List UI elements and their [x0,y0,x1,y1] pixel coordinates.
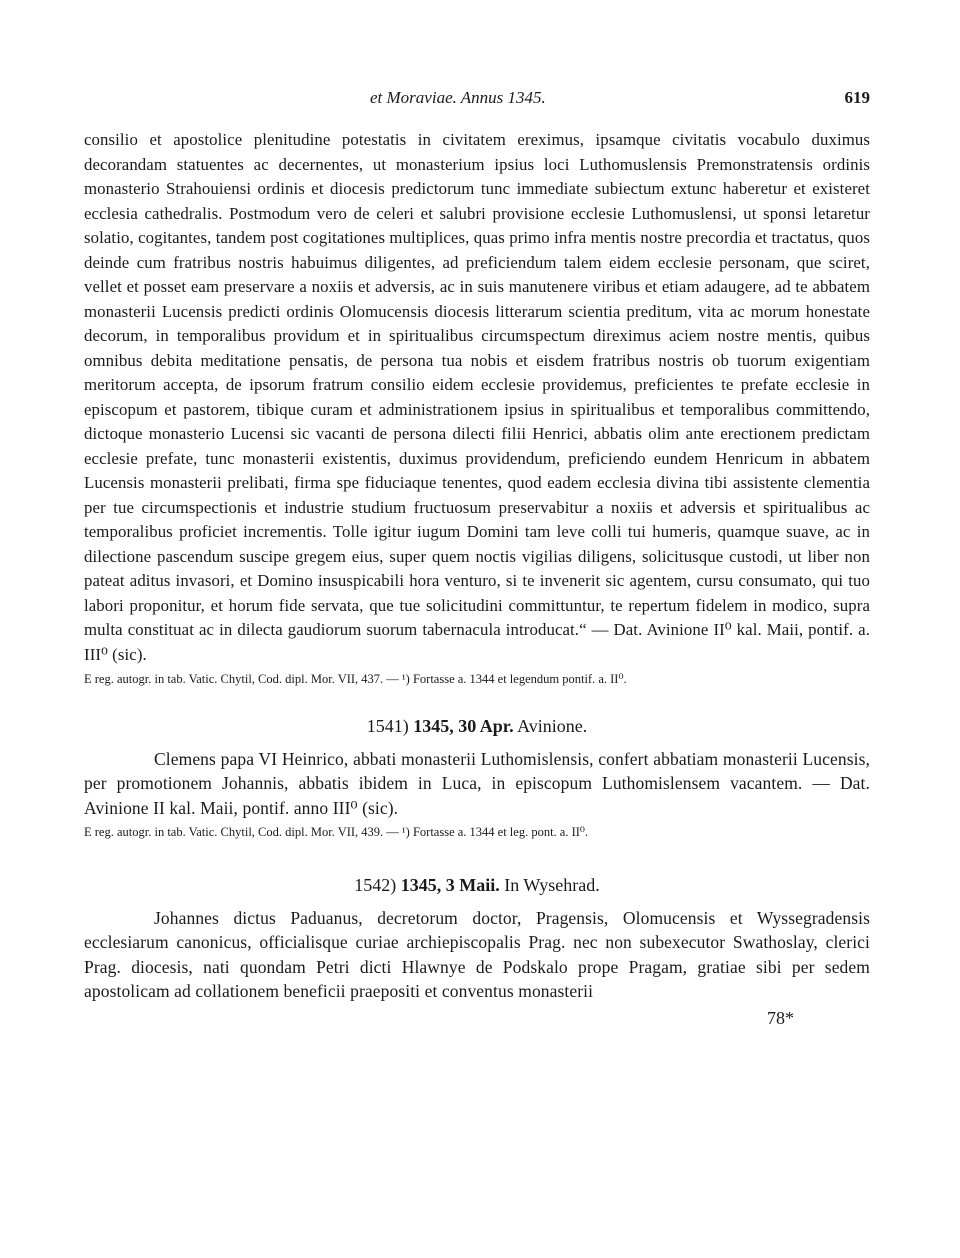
body-text [84,128,870,1029]
page-number: 619 [844,88,870,107]
source-note-1540: E reg. autogr. in tab. Vatic. Chytil, Cod. dipl. Mor. VII, 437. — ¹) Fortasse a. 1344 et legendum pontif. a. II⁰. [84,672,627,686]
running-head [84,88,870,114]
page [84,88,870,1029]
source-note-1541: E reg. autogr. in tab. Vatic. Chytil, Cod. dipl. Mor. VII, 439. — ¹) Fortasse a. 1344 et leg. pont. a. II⁰. [84,825,589,839]
signature-mark: 78* [767,1007,794,1028]
document-number: 1541) [366,715,409,736]
document-place: Avinione. [517,715,588,736]
document-regest-1542: Johannes dictus Paduanus, decretorum doctor, Pragensis, Olomucensis et Wyssegradensis ecclesiarum canonicus, officialisque curiae archiepiscopalis Prag. nec non subexecutor Swathoslay, clerici Prag. diocesis, nati quondam Petri dicti Hlawnye de Podskalo prope Pragam, gratiae sibi per sedem apostolicam ad collationem beneficii praepositi et conventus monasterii [84,907,870,1001]
continuation-paragraph: consilio et apostolice plenitudine potestatis in civitatem ereximus, ipsamque civitatis vocabulo duximus decorandam statuentes ac decernentes, ut monasterium ipsius loci Luthomuslensis Premonstratensis ordinis monasterio Strahouiensi ordinis et diocesis predictorum tunc immediate subiectum extunc haberetur et existeret ecclesia cathedralis. Postmodum vero de celeri et salubri provisione ecclesie Luthomuslensi, ut sponsi letaretur solatio, cogitantes, tandem post cogitationes multiplices, quas primo infra mentis nostre precordia et tractatus, quos deinde cum fratribus nostris habuimus diligentes, ad preficiendum talem eidem ecclesie personam, que sciret, vellet et posset eam preservare a noxiis et adversis, ac in suis manutenere viribus et etiam adaugere, ad te abbatem monasterii Lucensis predicti ordinis Olomucensis diocesis litterarum scientia preditum, vita ac morum honestate decorum, in temporalibus providum et in spiritualibus circumspectum direximus aciem nostre mentis, quibus omnibus debita meditatione pensatis, de persona tua nobis et eisdem fratribus nostris ob tuorum exigentiam meritorum accepta, de ipsorum fratrum consilio eidem ecclesie providemus, preficientes te prefate ecclesie in episcopum et pastorem, tibique curam et administrationem ipsius in spiritualibus et temporalibus committendo, dictoque monasterio Lucensi sic vacanti de persona dilecti filii Henrici, abbatis olim ante erectionem predictam ecclesie prefate, tunc monasterii existentis, duximus providendum, preficiendo eundem Henricum in abbatem Lucensis monasterii prelibati, firma spe fiduciaque tenentes, quod eadem ecclesia divina tibi assistente clementia per tue circumspectionis et industrie studium fructuosum preservabitur a noxiis et adversis et spiritualibus ac temporalibus proficiet incrementis. Tolle igitur iugum Domini tam leve colli tui humeris, quamque suave, ac in dilectione pascendum suscipe gregem eius, super quem noctis vigilias diligens, solicitusque custodi, ut liber non pateat aditus invasori, et Domino insuspicabili hora venturo, si te invenerit sic agentem, cursu consumato, qui tuo labori proponitur, et horum fide servata, que tue solicitudini committuntur, te repertum fidelem in modico, supra multa constituat ac in dilecta gaudiorum suorum tabernacula introducat.“ — Dat. Avinione II⁰ kal. Maii, pontif. a. III⁰ (sic). [84,130,870,664]
document-place: In Wysehrad. [504,874,600,895]
document-regest-1541: Clemens papa VI Heinrico, abbati monasterii Luthomislensis, confert abbatiam monasterii Lucensis, per promotionem Johannis, abbatis ibidem in Luca, in episcopum Luthomislensem vacantem. — Dat. Avinione II kal. Maii, pontif. anno III⁰ (sic). [84,748,870,818]
document-number: 1542) [354,874,397,895]
document-date: 1345, 30 Apr. [413,715,514,736]
document-date: 1345, 3 Maii. [400,874,500,895]
running-title: et Moraviae. Annus 1345. [370,88,546,107]
document-heading-1541 [84,716,870,737]
document-heading-1542 [84,875,870,896]
